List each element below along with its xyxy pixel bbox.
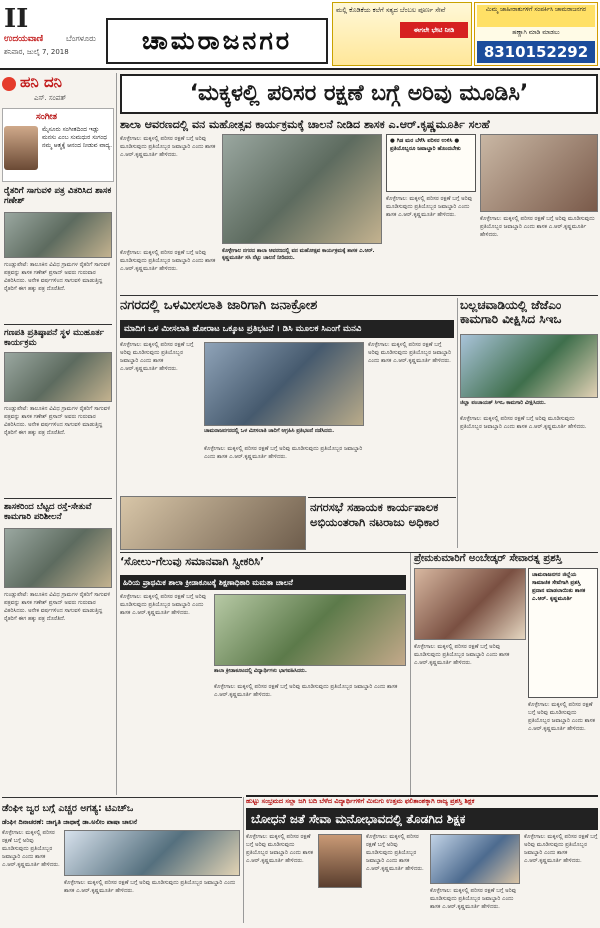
brand-drop-icon — [2, 77, 16, 91]
advertisement-2 — [474, 2, 598, 66]
pride-body-col2: ಕೊಳ್ಳೇಗಾಲ: ಮಕ್ಕಳಲ್ಲಿ ಪರಿಸರ ರಕ್ಷಣೆ ಬಗ್ಗೆ ಅರಿವು ಮೂಡಿಸುವುದು ಪ್ರತಿಯೊಬ್ಬರ ಜವಾಬ್ದಾರಿ ಎಂದು ಶಾಸಕ ಎ.ಆರ್.ಕೃಷ್ಣಮೂರ್ತಿ ಹೇಳಿದರು. — [528, 702, 596, 732]
right-photo-caption: ಜಿಲ್ಲಾ ಪಂಚಾಯತ್ ಸಿಇಒ ಕಾಮಗಾರಿ ವೀಕ್ಷಿಸಿದರು. — [460, 400, 546, 406]
left-story2-headline: ಗಣಪತಿ ಪ್ರತಿಷ್ಠಾಪನೆ ಸ್ಥಳ ಮುಹೂರ್ತ ಕಾರ್ಯಕ್ರಮ — [4, 328, 105, 349]
teacher-photo — [430, 834, 520, 884]
main-side-photo — [480, 134, 598, 212]
teacher-body-col1: ಕೊಳ್ಳೇಗಾಲ: ಮಕ್ಕಳಲ್ಲಿ ಪರಿಸರ ರಕ್ಷಣೆ ಬಗ್ಗೆ ಅರಿವು ಮೂಡಿಸುವುದು ಪ್ರತಿಯೊಬ್ಬರ ಜವಾಬ್ದಾರಿ ಎಂದು ಶಾಸಕ ಎ.ಆರ್.ಕೃಷ್ಣಮೂರ್ತಿ ಹೇಳಿದರು. — [246, 834, 314, 864]
middle-body-col3: ಕೊಳ್ಳೇಗಾಲ: ಮಕ್ಕಳಲ್ಲಿ ಪರಿಸರ ರಕ್ಷಣೆ ಬಗ್ಗೆ ಅರಿವು ಮೂಡಿಸುವುದು ಪ್ರತಿಯೊಬ್ಬರ ಜವಾಬ್ದಾರಿ ಎಂದು ಶಾಸಕ ಎ.ಆರ್.ಕೃಷ್ಣಮೂರ್ತಿ ಹೇಳಿದರು. — [368, 342, 452, 364]
middle-subhead: ಮಾದಿಗ ಒಳ ಮೀಸಲಾತಿ ಹೋರಾಟ ಒಕ್ಕೂಟ ಪ್ರತಿಭಟನೆ । ಡಿಸಿ ಮೂಲಕ ಸಿಎಂಗೆ ಮನವಿ — [120, 320, 454, 338]
left-story2-body: ಗುಂಡ್ಲುಪೇಟೆ: ತಾಲೂಕಿನ ವಿವಿಧ ಗ್ರಾಮಗಳ ರೈತರಿಗೆ ಸಾಗುವಳಿ ಪತ್ರವನ್ನು ಶಾಸಕ ಗಣೇಶ್ ಪ್ರಸಾದ್ ಅವರು ಗುರುವಾರ ವಿತರಿಸಿದರು. ಅನೇಕ ವರ್ಷಗಳಿಂದ ಸಾಗುವಳಿ ಮಾಡುತ್ತಿದ್ದ ರೈತರಿಗೆ ಈಗ ಹಕ್ಕು ಪತ್ರ ದೊರೆತಿದೆ. — [4, 406, 111, 436]
pride-side-text: ಚಾಮರಾಜನಗರ ಜಿಲ್ಲೆಯ ಸಾಮಾಜಿಕ ಸೇವೆಗಾಗಿ ಪ್ರಶಸ್ತಿ ಪ್ರದಾನ ಮಾಡಲಾಯಿತು ಶಾಸಕ ಎ.ಆರ್. ಕೃಷ್ಣಮೂರ್ತಿ — [532, 572, 586, 602]
teacher-body-col2: ಕೊಳ್ಳೇಗಾಲ: ಮಕ್ಕಳಲ್ಲಿ ಪರಿಸರ ರಕ್ಷಣೆ ಬಗ್ಗೆ ಅರಿವು ಮೂಡಿಸುವುದು ಪ್ರತಿಯೊಬ್ಬರ ಜವಾಬ್ದಾರಿ ಎಂದು ಶಾಸಕ ಎ.ಆರ್.ಕೃಷ್ಣಮೂರ್ತಿ ಹೇಳಿದರು. — [366, 834, 424, 872]
middle-body-col1: ಕೊಳ್ಳೇಗಾಲ: ಮಕ್ಕಳಲ್ಲಿ ಪರಿಸರ ರಕ್ಷಣೆ ಬಗ್ಗೆ ಅರಿವು ಮೂಡಿಸುವುದು ಪ್ರತಿಯೊಬ್ಬರ ಜವಾಬ್ದಾರಿ ಎಂದು ಶಾಸಕ ಎ.ಆರ್.ಕೃಷ್ಣಮೂರ್ತಿ ಹೇಳಿದರು. — [120, 342, 194, 372]
paper-name: ಉದಯವಾಣಿ — [4, 34, 44, 44]
main-body-col4: ಕೊಳ್ಳೇಗಾಲ: ಮಕ್ಕಳಲ್ಲಿ ಪರಿಸರ ರಕ್ಷಣೆ ಬಗ್ಗೆ ಅರಿವು ಮೂಡಿಸುವುದು ಪ್ರತಿಯೊಬ್ಬರ ಜವಾಬ್ದಾರಿ ಎಂದು ಶಾಸಕ ಎ.ಆರ್.ಕೃಷ್ಣಮೂರ್ತಿ ಹೇಳಿದರು. — [480, 216, 595, 238]
left-story3-photo — [4, 528, 112, 588]
school-photo — [214, 594, 406, 666]
pride-body: ಕೊಳ್ಳೇಗಾಲ: ಮಕ್ಕಳಲ್ಲಿ ಪರಿಸರ ರಕ್ಷಣೆ ಬಗ್ಗೆ ಅರಿವು ಮೂಡಿಸುವುದು ಪ್ರತಿಯೊಬ್ಬರ ಜವಾಬ್ದಾರಿ ಎಂದು ಶಾಸಕ ಎ.ಆರ್.ಕೃಷ್ಣಮೂರ್ತಿ ಹೇಳಿದರು. — [414, 644, 510, 666]
nps-headline: ನಗರಸಭೆ ಸಹಾಯಕ ಕಾರ್ಯಪಾಲಕ ಅಭಿಯಂತರಾಗಿ ನಟರಾಜು ಅಧಿಕಾರ — [310, 500, 440, 529]
ad2-phone: 8310152292 — [477, 41, 595, 63]
page-number: II — [4, 4, 29, 34]
ad2-sub: ಹಣ್ಣಾಗಿ ಮಾಡಿ ಮಾಡಲು — [512, 29, 560, 36]
middle-photo-caption: ಚಾಮರಾಜನಗರದಲ್ಲಿ ಒಳ ಮೀಸಲಾತಿ ಜಾರಿಗೆ ಆಗ್ರಹಿಸಿ ಪ್ರತಿಭಟನೆ ನಡೆಸಿದರು. — [204, 428, 335, 434]
pride-side-box — [528, 568, 598, 698]
quote-heading: ಸಂಗೀತ — [36, 112, 58, 122]
main-highlights-box — [386, 134, 476, 192]
dengue-body-col2: ಕೊಳ್ಳೇಗಾಲ: ಮಕ್ಕಳಲ್ಲಿ ಪರಿಸರ ರಕ್ಷಣೆ ಬಗ್ಗೆ ಅರಿವು ಮೂಡಿಸುವುದು ಪ್ರತಿಯೊಬ್ಬರ ಜವಾಬ್ದಾರಿ ಎಂದು ಶಾಸಕ ಎ.ಆರ್.ಕೃಷ್ಣಮೂರ್ತಿ ಹೇಳಿದರು. — [64, 880, 236, 894]
section-title: ಚಾಮರಾಜನಗರ — [106, 18, 328, 64]
right-headline: ಬಲ್ಲಚವಾಡಿಯಲ್ಲಿ ಜೆಜೆಎಂ ಕಾಮಗಾರಿ ವೀಕ್ಷಿಸಿದ ಸಿಇಒ — [460, 298, 562, 327]
column-brand: ಹನಿ ದನಿ — [20, 73, 62, 91]
dengue-subhead: ಡೆಂಘೀ ದಿನಾಚರಣೆ: ಜಾಗೃತಿ ಜಾಥಾಕ್ಕೆ ಡಾ.ಅಲೀಂ ಪಾಷಾ ಚಾಲನೆ — [2, 818, 137, 826]
left-story1-photo — [4, 212, 112, 258]
column-author: ಎಸ್. ಸಂಪತ್ — [34, 94, 67, 102]
left-story1-body: ಗುಂಡ್ಲುಪೇಟೆ: ತಾಲೂಕಿನ ವಿವಿಧ ಗ್ರಾಮಗಳ ರೈತರಿಗೆ ಸಾಗುವಳಿ ಪತ್ರವನ್ನು ಶಾಸಕ ಗಣೇಶ್ ಪ್ರಸಾದ್ ಅವರು ಗುರುವಾರ ವಿತರಿಸಿದರು. ಅನೇಕ ವರ್ಷಗಳಿಂದ ಸಾಗುವಳಿ ಮಾಡುತ್ತಿದ್ದ ರೈತರಿಗೆ ಈಗ ಹಕ್ಕು ಪತ್ರ ದೊರೆತಿದೆ. — [4, 262, 111, 292]
ad1-text: ಮಲ್ಲಿ ಕೊಡಿಕೆಯ ಕಲೆಗೆ ಸತ್ಯದ ಬೆಂಬಲ ಪೂರ್ಣ ಸೇವೆ — [336, 6, 446, 14]
quote-text: ಮೈಸೂರು ಸಂಗೀತದಿಂದ ಇಡ್ಲು ಮನಸು ಎಂಬ ಸುಮಧುರ ಸುಗಂಧ ನಮ್ಮ ಆತ್ಮಕ್ಕೆ ಆನಂದ ನೀಡುವ ವಾದ್ಯ. — [42, 126, 113, 150]
pride-headline: ಪ್ರೇಮಕುಮಾರಿಗೆ ಅಂಬೇಡ್ಕರ್ ಸೇವಾರತ್ನ ಪ್ರಶಸ್ತಿ — [414, 553, 562, 564]
teacher-body-col3: ಕೊಳ್ಳೇಗಾಲ: ಮಕ್ಕಳಲ್ಲಿ ಪರಿಸರ ರಕ್ಷಣೆ ಬಗ್ಗೆ ಅರಿವು ಮೂಡಿಸುವುದು ಪ್ರತಿಯೊಬ್ಬರ ಜವಾಬ್ದಾರಿ ಎಂದು ಶಾಸಕ ಎ.ಆರ್.ಕೃಷ್ಣಮೂರ್ತಿ ಹೇಳಿದರು. — [524, 834, 598, 864]
left-story2-photo — [4, 352, 112, 402]
teacher-body-col4: ಕೊಳ್ಳೇಗಾಲ: ಮಕ್ಕಳಲ್ಲಿ ಪರಿಸರ ರಕ್ಷಣೆ ಬಗ್ಗೆ ಅರಿವು ಮೂಡಿಸುವುದು ಪ್ರತಿಯೊಬ್ಬರ ಜವಾಬ್ದಾರಿ ಎಂದು ಶಾಸಕ ಎ.ಆರ್.ಕೃಷ್ಣಮೂರ್ತಿ ಹೇಳಿದರು. — [430, 888, 517, 910]
main-photo-caption: ಕೊಳ್ಳೇಗಾಲ ನಗರದ ಶಾಲಾ ಆವರಣದಲ್ಲಿ ವನ ಮಹೋತ್ಸವ ಕಾರ್ಯಕ್ರಮಕ್ಕೆ ಶಾಸಕ ಎ.ಆರ್. ಕೃಷ್ಣಮೂರ್ತಿ ಸಸಿ ನೆಟ್ಟು ಚಾಲನೆ ನೀಡಿದರು. — [222, 248, 375, 262]
middle-headline: ನಗರದಲ್ಲಿ ಒಳಮೀಸಲಾತಿ ಜಾರಿಗಾಗಿ ಜನಾಕ್ರೋಶ — [120, 298, 318, 313]
pride-photo — [414, 568, 526, 640]
main-highlights: ● ಗಿಡ ಮರ ಬೆಳೆಸಿ ಪರಿಸರ ಉಳಿಸಿ ● ಪ್ರತಿಯೊಬ್ಬರೂ ಜವಾಬ್ದಾರಿ ಹೊಂದಬೇಕು — [390, 138, 461, 152]
dengue-headline: ಡೆಂಘೀ ಜ್ವರ ಬಗ್ಗೆ ಎಚ್ಚರ ಅಗತ್ಯ: ಟಿಎಚ್ಒ — [2, 803, 134, 814]
quote-photo — [4, 126, 38, 170]
school-body-col2: ಕೊಳ್ಳೇಗಾಲ: ಮಕ್ಕಳಲ್ಲಿ ಪರಿಸರ ರಕ್ಷಣೆ ಬಗ್ಗೆ ಅರಿವು ಮೂಡಿಸುವುದು ಪ್ರತಿಯೊಬ್ಬರ ಜವಾಬ್ದಾರಿ ಎಂದು ಶಾಸಕ ಎ.ಆರ್.ಕೃಷ್ಣಮೂರ್ತಿ ಹೇಳಿದರು. — [214, 684, 398, 698]
lower-photo — [120, 496, 306, 550]
dengue-body-col1: ಕೊಳ್ಳೇಗಾಲ: ಮಕ್ಕಳಲ್ಲಿ ಪರಿಸರ ರಕ್ಷಣೆ ಬಗ್ಗೆ ಅರಿವು ಮೂಡಿಸುವುದು ಪ್ರತಿಯೊಬ್ಬರ ಜವಾಬ್ದಾರಿ ಎಂದು ಶಾಸಕ ಎ.ಆರ್.ಕೃಷ್ಣಮೂರ್ತಿ ಹೇಳಿದರು. — [2, 830, 60, 868]
city-small: ಬೆಂಗಳೂರು — [66, 34, 96, 43]
left-story3-body: ಗುಂಡ್ಲುಪೇಟೆ: ತಾಲೂಕಿನ ವಿವಿಧ ಗ್ರಾಮಗಳ ರೈತರಿಗೆ ಸಾಗುವಳಿ ಪತ್ರವನ್ನು ಶಾಸಕ ಗಣೇಶ್ ಪ್ರಸಾದ್ ಅವರು ಗುರುವಾರ ವಿತರಿಸಿದರು. ಅನೇಕ ವರ್ಷಗಳಿಂದ ಸಾಗುವಳಿ ಮಾಡುತ್ತಿದ್ದ ರೈತರಿಗೆ ಈಗ ಹಕ್ಕು ಪತ್ರ ದೊರೆತಿದೆ. — [4, 592, 111, 622]
main-headline: ‘ಮಕ್ಕಳಲ್ಲಿ ಪರಿಸರ ರಕ್ಷಣೆ ಬಗ್ಗೆ ಅರಿವು ಮೂಡಿಸಿ’ — [120, 74, 598, 114]
dengue-photo — [64, 830, 240, 876]
right-body: ಕೊಳ್ಳೇಗಾಲ: ಮಕ್ಕಳಲ್ಲಿ ಪರಿಸರ ರಕ್ಷಣೆ ಬಗ್ಗೆ ಅರಿವು ಮೂಡಿಸುವುದು ಪ್ರತಿಯೊಬ್ಬರ ಜವಾಬ್ದಾರಿ ಎಂದು ಶಾಸಕ ಎ.ಆರ್.ಕೃಷ್ಣಮೂರ್ತಿ ಹೇಳಿದರು. — [460, 416, 587, 430]
school-photo-caption: ಶಾಲಾ ಕ್ರೀಡಾಕೂಟದಲ್ಲಿ ವಿದ್ಯಾರ್ಥಿಗಳು ಭಾಗವಹಿಸಿದರು. — [214, 668, 307, 674]
school-body-col1: ಕೊಳ್ಳೇಗಾಲ: ಮಕ್ಕಳಲ್ಲಿ ಪರಿಸರ ರಕ್ಷಣೆ ಬಗ್ಗೆ ಅರಿವು ಮೂಡಿಸುವುದು ಪ್ರತಿಯೊಬ್ಬರ ಜವಾಬ್ದಾರಿ ಎಂದು ಶಾಸಕ ಎ.ಆರ್.ಕೃಷ್ಣಮೂರ್ತಿ ಹೇಳಿದರು. — [120, 594, 207, 616]
middle-photo — [204, 342, 364, 426]
school-headline: ‘ಸೋಲು-ಗೆಲುವು ಸಮಾನವಾಗಿ ಸ್ವೀಕರಿಸಿ’ — [120, 555, 265, 568]
main-subhead: ಶಾಲಾ ಆವರಣದಲ್ಲಿ ವನ ಮಹೋತ್ಸವ ಕಾರ್ಯಕ್ರಮಕ್ಕೆ ಚಾಲನೆ ನೀಡಿದ ಶಾಸಕ ಎ.ಆರ್.ಕೃಷ್ಣಮೂರ್ತಿ ಸಲಹೆ — [120, 118, 490, 131]
main-photo — [222, 134, 382, 244]
school-subhead: ಹಿರಿಯ ಪ್ರಾಥಮಿಕ ಶಾಲಾ ಕ್ರೀಡಾಕೂಟಕ್ಕೆ ಶಿಕ್ಷಣಾಧಿಕಾರಿ ಮಮತಾ ಚಾಲನೆ — [120, 575, 406, 590]
main-body-col1: ಕೊಳ್ಳೇಗಾಲ: ಮಕ್ಕಳಲ್ಲಿ ಪರಿಸರ ರಕ್ಷಣೆ ಬಗ್ಗೆ ಅರಿವು ಮೂಡಿಸುವುದು ಪ್ರತಿಯೊಬ್ಬರ ಜವಾಬ್ದಾರಿ ಎಂದು ಶಾಸಕ ಎ.ಆರ್.ಕೃಷ್ಣಮೂರ್ತಿ ಹೇಳಿದರು. — [120, 136, 216, 158]
left-story1-headline: ರೈತರಿಗೆ ಸಾಗುವಳಿ ಪತ್ರ ವಿತರಿಸಿದ ಶಾಸಕ ಗಣೇಶ್ — [4, 186, 112, 207]
issue-date: ಶನಿವಾರ, ಜುಲೈ 7, 2018 — [4, 48, 69, 56]
teacher-portrait — [318, 834, 362, 888]
teacher-headline: ಬೋಧನೆ ಜತೆ ಸೇವಾ ಮನೋಭಾವದಲ್ಲಿ ತೊಡಗಿದ ಶಿಕ್ಷಕ — [246, 808, 598, 830]
main-body-col3: ಕೊಳ್ಳೇಗಾಲ: ಮಕ್ಕಳಲ್ಲಿ ಪರಿಸರ ರಕ್ಷಣೆ ಬಗ್ಗೆ ಅರಿವು ಮೂಡಿಸುವುದು ಪ್ರತಿಯೊಬ್ಬರ ಜವಾಬ್ದಾರಿ ಎಂದು ಶಾಸಕ ಎ.ಆರ್.ಕೃಷ್ಣಮೂರ್ತಿ ಹೇಳಿದರು. — [386, 196, 473, 218]
teacher-kicker: ಹುಟ್ಟು ಸಂಭ್ರಮದ ಸಲ್ಲಾ ಜಗಿ ಬದಿ ಬೆಳೆದ ವಿದ್ಯಾರ್ಥಿಗಳಿಗೆ ಮಿನುಗು ಉತ್ತಮ ಫಲಿತಾಂಶಕ್ಕಾಗಿ ರಾಜ್ಯ ಪ್ರಶಸ್ತಿ ಶಿಕ್ಷಕ — [246, 797, 475, 805]
right-photo — [460, 334, 598, 398]
middle-body-col2: ಕೊಳ್ಳೇಗಾಲ: ಮಕ್ಕಳಲ್ಲಿ ಪರಿಸರ ರಕ್ಷಣೆ ಬಗ್ಗೆ ಅರಿವು ಮೂಡಿಸುವುದು ಪ್ರತಿಯೊಬ್ಬರ ಜವಾಬ್ದಾರಿ ಎಂದು ಶಾಸಕ ಎ.ಆರ್.ಕೃಷ್ಣಮೂರ್ತಿ ಹೇಳಿದರು. — [204, 446, 363, 460]
left-story3-headline: ಶಾಸಕರಿಂದ ಬೆಟ್ಟದ ರಸ್ತೆ-ಸೇತುವೆ ಕಾಮಗಾರಿ ಪರಿಶೀಲನೆ — [4, 502, 92, 523]
ad2-head: ಮಿಮ್ಮ ಜಾಹೀರಾತುಗಳಿಗೆ ಸಂಪರ್ಕಿಸಿ ಚಾಮರಾಜನಗರ — [477, 5, 595, 27]
main-body-col1b: ಕೊಳ್ಳೇಗಾಲ: ಮಕ್ಕಳಲ್ಲಿ ಪರಿಸರ ರಕ್ಷಣೆ ಬಗ್ಗೆ ಅರಿವು ಮೂಡಿಸುವುದು ಪ್ರತಿಯೊಬ್ಬರ ಜವಾಬ್ದಾರಿ ಎಂದು ಶಾಸಕ ಎ.ಆರ್.ಕೃಷ್ಣಮೂರ್ತಿ ಹೇಳಿದರು. — [120, 250, 216, 272]
ad1-strip: ಈಗಲೇ ಭೇಟಿ ನೀಡಿ — [400, 22, 468, 38]
